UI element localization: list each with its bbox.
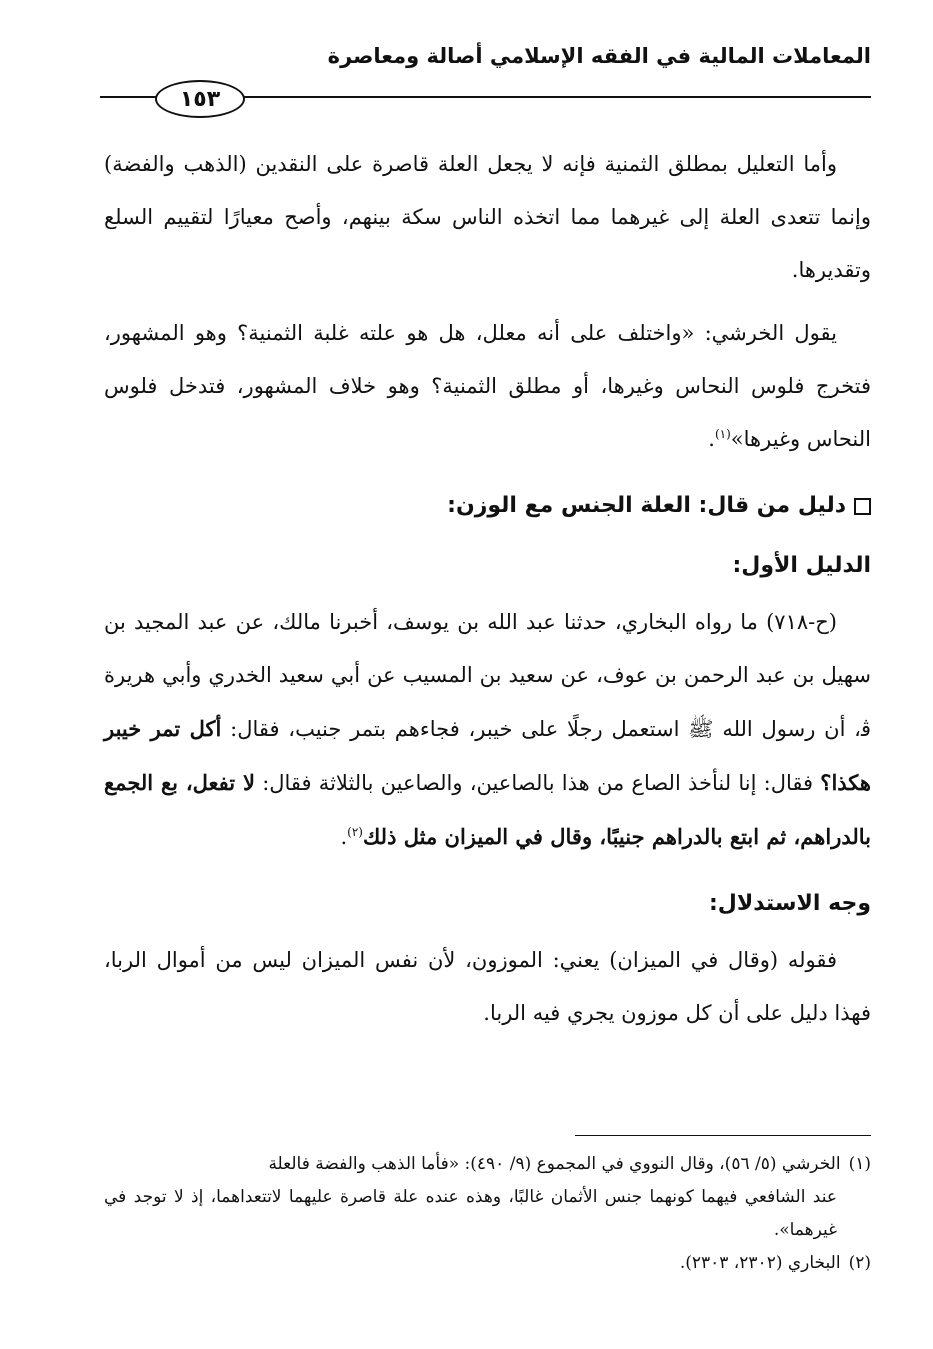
paragraph-2-end: .: [708, 427, 715, 451]
paragraph-hadith: [104, 596, 871, 864]
hadith-bold-answer: لا تفعل، بع الجمع بالدراهم، ثم ابتع بالدراهم جنيبًا، وقال في الميزان مثل ذلك: [104, 770, 871, 849]
footnotes: [104, 1148, 871, 1280]
hadith-narration: (ح-٧١٨) ما رواه البخاري، حدثنا عبد الله بن يوسف، أخبرنا مالك، عن عبد المجيد بن سهيل بن عبد الرحمن بن عوف، عن سعيد بن المسيب عن أبي سعيد الخدري وأبي هريرة ﭬ، أن رسول الله ﷺ استعمل رجلًا على خيبر، فجاءهم بتمر جنيب، فقال:: [104, 610, 871, 741]
subheading-first-evidence: الدليل الأول:: [732, 553, 871, 578]
running-header-title: المعاملات المالية في الفقه الإسلامي أصالة ومعاصرة: [327, 44, 871, 68]
footnote-2: [104, 1247, 871, 1280]
footnote-ref-1[interactable]: (١): [714, 427, 731, 441]
footnote-2-text: البخاري (٢٣٠٢، ٢٣٠٣).: [679, 1253, 841, 1273]
footnote-1-line1: الخرشي (٥/ ٥٦)، وقال النووي في المجموع (٩/ ٤٩٠): «فأما الذهب والفضة فالعلة: [268, 1154, 841, 1174]
footnote-1-number: (١): [848, 1154, 871, 1174]
hadith-end: .: [340, 825, 348, 849]
main-text: [104, 138, 871, 1040]
page-number-badge: [155, 80, 245, 118]
checkbox-square-icon: [854, 498, 871, 515]
section-heading-text: دليل من قال: العلة الجنس مع الوزن:: [447, 493, 846, 518]
page-number: ١٥٣: [179, 86, 221, 112]
subheading-inference: وجه الاستدلال:: [708, 891, 871, 916]
footnote-ref-2[interactable]: (٢): [347, 825, 363, 839]
footnote-1: [104, 1148, 871, 1181]
footnote-separator: [575, 1135, 871, 1136]
footnote-2-number: (٢): [848, 1253, 871, 1273]
section-heading-evidence: [104, 476, 871, 536]
hadith-bold-question: أكل تمر خيبر هكذا؟: [104, 716, 871, 795]
kharashi-quote: يقول الخرشي: «واختلف على أنه معلل، هل هو علته غلبة الثمنية؟ وهو المشهور، فتخرج فلوس النحاس وغيرها، أو مطلق الثمنية؟ وهو خلاف المشهور، فتدخل فلوس النحاس وغيرها»: [104, 321, 871, 451]
hadith-narration-mid: فقال: إنا لنأخذ الصاع من هذا بالصاعين، والصاعين بالثلاثة فقال:: [254, 771, 821, 795]
paragraph-inference: فقوله (وقال في الميزان) يعني: الموزون، لأن نفس الميزان ليس من أموال الربا، فهذا دليل على أن كل موزون يجري فيه الربا.: [104, 948, 871, 1025]
footnote-1-continuation: عند الشافعي فيهما كونهما جنس الأثمان غالبًا، وهذه عنده علة قاصرة عليهما لاتتعداهما، إذ لا توجد في غيرهما».: [104, 1187, 837, 1240]
paragraph-1: وأما التعليل بمطلق الثمنية فإنه لا يجعل العلة قاصرة على النقدين (الذهب والفضة) وإنما تتعدى العلة إلى غيرهما مما اتخذه الناس سكة بينهم، وأصح معيارًا لتقييم السلع وتقديرها.: [104, 152, 871, 282]
paragraph-2: [104, 307, 871, 466]
